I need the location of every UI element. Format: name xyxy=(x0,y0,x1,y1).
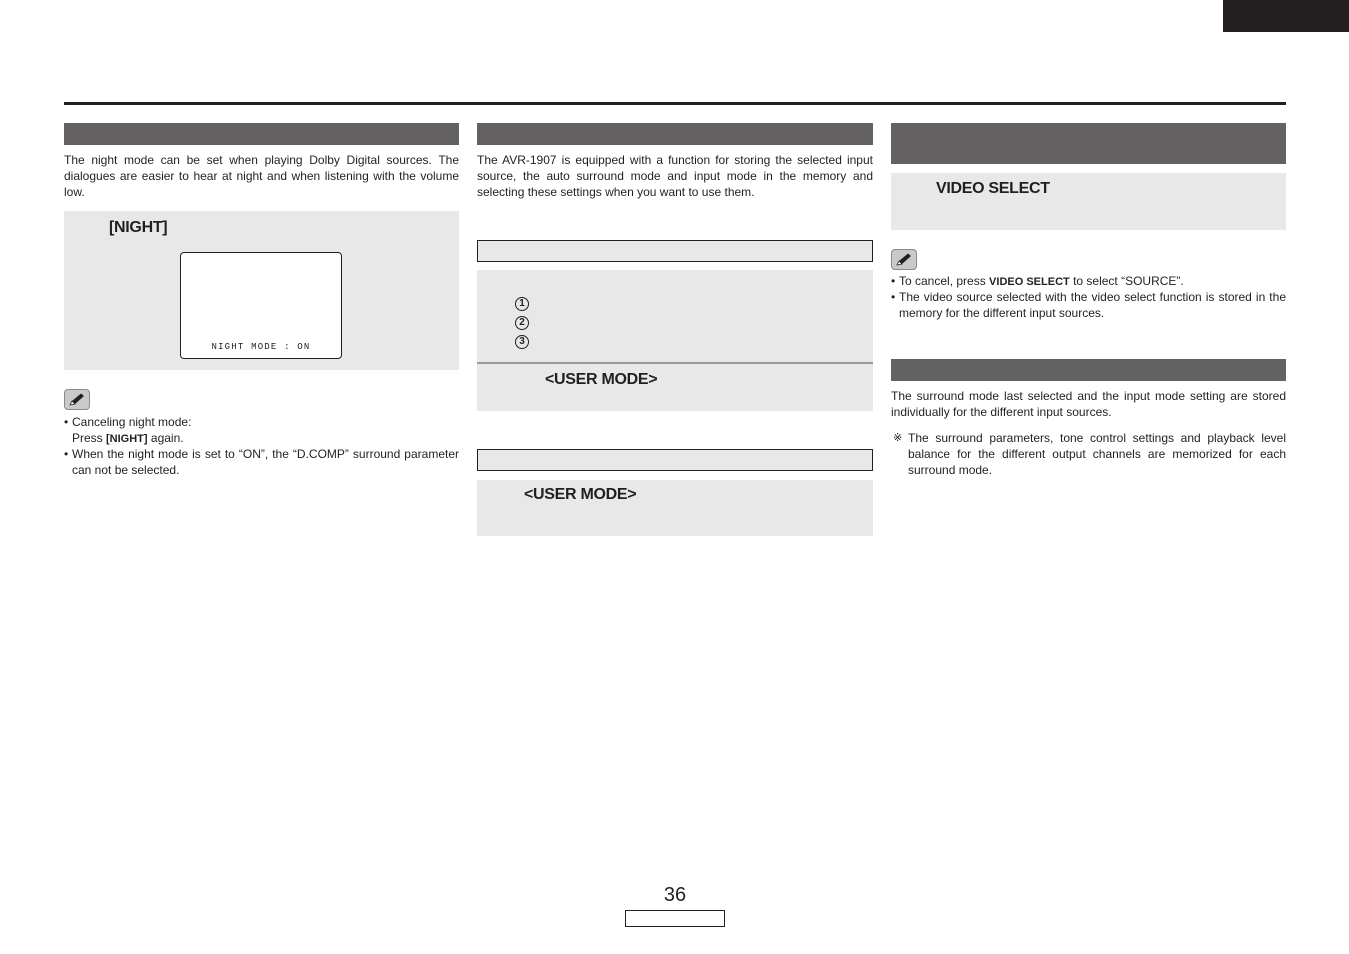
user-memory-intro: The AVR-1907 is equipped with a function for storing the selected input source, the auto surround mode and input mode in the memory and selecting these settings when you want to use them. xyxy=(477,153,873,200)
step-number-3: 3 xyxy=(515,335,529,349)
note-bullet-cancel-night: • Canceling night mode: Press [NIGHT] again. xyxy=(64,414,459,447)
note-bullet-text: Press [NIGHT] again. xyxy=(72,431,184,445)
memorize-steps-panel xyxy=(477,270,873,362)
step-number-2: 2 xyxy=(515,316,529,330)
section-header-user-memory xyxy=(477,123,873,145)
note-bullet-dcomp: • When the night mode is set to “ON”, the “D.COMP” surround parameter can not be selected. xyxy=(64,447,459,477)
pencil-icon xyxy=(891,249,917,270)
section-header-night-mode xyxy=(64,123,459,145)
note-bullet-text: Canceling night mode: xyxy=(72,415,192,429)
night-mode-intro: The night mode can be set when playing Dolby Digital sources. The dialogues are easier to hear at night and when listening with the volume low. xyxy=(64,153,459,200)
user-mode-key-label-1: <USER MODE> xyxy=(545,371,658,388)
osd-display xyxy=(180,252,342,359)
night-key-label: [NIGHT] xyxy=(109,219,168,236)
step-number-1: 1 xyxy=(515,297,529,311)
last-function-memory-text: The surround mode last selected and the input mode setting are stored individually for the different input sources. xyxy=(891,389,1286,420)
asterisk-note: ※ The surround parameters, tone control settings and playback level balance for the different output channels are memorized for each surround mode. xyxy=(893,431,1286,477)
osd-text: NIGHT MODE : ON xyxy=(211,342,311,352)
page-language-box xyxy=(625,910,725,927)
page-number: 36 xyxy=(663,884,687,906)
corner-tab xyxy=(1223,0,1349,32)
pencil-icon xyxy=(64,389,90,410)
top-rule xyxy=(64,102,1286,105)
section-header-video-select xyxy=(891,123,1286,164)
note-bullet-cancel-video: • To cancel, press VIDEO SELECT to select “SOURCE”. xyxy=(891,274,1184,288)
note-bullet-video-memory: • The video source selected with the video select function is stored in the memory for the different input sources. xyxy=(891,290,1286,320)
user-mode-panel-1 xyxy=(477,364,873,411)
reference-mark-icon: ※ xyxy=(893,432,903,444)
user-mode-key-label-2: <USER MODE> xyxy=(524,486,637,503)
video-select-key-label: VIDEO SELECT xyxy=(936,180,1050,197)
subheader-calling xyxy=(477,449,873,471)
subheader-memorizing xyxy=(477,240,873,262)
section-header-last-function-memory xyxy=(891,359,1286,381)
